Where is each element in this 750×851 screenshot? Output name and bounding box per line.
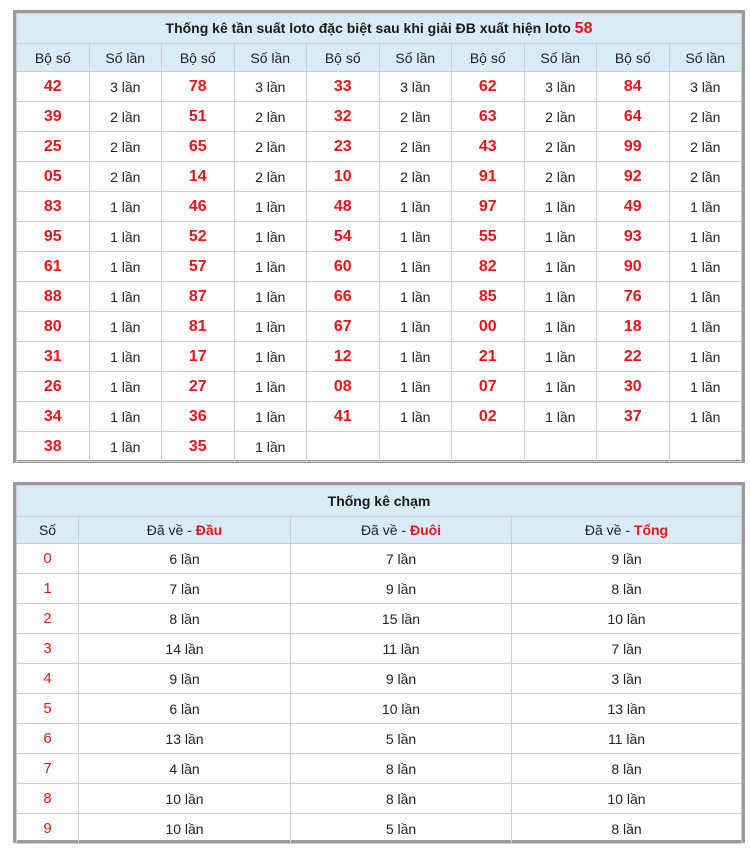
loto-count: 2 lần — [379, 132, 452, 162]
header-so-lan: Số lần — [234, 44, 307, 72]
cham-row — [17, 724, 742, 754]
loto-count: 2 lần — [524, 102, 597, 132]
header-so-lan: Số lần — [89, 44, 162, 72]
frequency-title-text: Thống kê tần suất loto đặc biệt sau khi giải ĐB xuất hiện loto — [165, 19, 571, 36]
loto-count: 1 lần — [234, 432, 307, 462]
loto-number: 99 — [597, 132, 670, 162]
loto-count: 2 lần — [234, 132, 307, 162]
loto-count: 3 lần — [379, 72, 452, 102]
loto-number: 08 — [307, 372, 380, 402]
cham-digit: 5 — [17, 694, 79, 724]
loto-number: 18 — [597, 312, 670, 342]
loto-count: 1 lần — [89, 402, 162, 432]
cham-header-tong-label: Tổng — [633, 522, 669, 538]
frequency-row — [17, 132, 742, 162]
cham-dau-count: 9 lần — [79, 664, 291, 694]
cham-header-so: Số — [17, 517, 79, 544]
loto-number: 43 — [452, 132, 525, 162]
loto-count: 1 lần — [669, 312, 742, 342]
loto-count: 1 lần — [234, 372, 307, 402]
loto-count: 1 lần — [524, 312, 597, 342]
loto-number: 02 — [452, 402, 525, 432]
header-bo-so: Bộ số — [17, 44, 90, 72]
loto-count: 1 lần — [234, 342, 307, 372]
cham-digit: 0 — [17, 544, 79, 574]
loto-number: 42 — [17, 72, 90, 102]
cham-tong-count: 10 lần — [512, 604, 742, 634]
loto-number: 81 — [162, 312, 235, 342]
cham-tong-count: 8 lần — [512, 814, 742, 844]
loto-number: 22 — [597, 342, 670, 372]
cham-dau-count: 10 lần — [79, 784, 291, 814]
loto-number: 52 — [162, 222, 235, 252]
loto-count — [669, 432, 742, 462]
loto-number: 35 — [162, 432, 235, 462]
loto-count — [379, 432, 452, 462]
loto-number: 67 — [307, 312, 380, 342]
loto-count: 1 lần — [524, 372, 597, 402]
cham-duoi-count: 5 lần — [291, 724, 512, 754]
cham-tong-count: 10 lần — [512, 784, 742, 814]
loto-count: 3 lần — [234, 72, 307, 102]
frequency-row — [17, 222, 742, 252]
cham-dau-count: 8 lần — [79, 604, 291, 634]
loto-number: 36 — [162, 402, 235, 432]
frequency-row — [17, 162, 742, 192]
cham-duoi-count: 15 lần — [291, 604, 512, 634]
loto-number: 10 — [307, 162, 380, 192]
loto-number: 90 — [597, 252, 670, 282]
cham-duoi-count: 8 lần — [291, 784, 512, 814]
loto-count — [524, 432, 597, 462]
loto-count: 1 lần — [669, 192, 742, 222]
loto-count: 1 lần — [234, 252, 307, 282]
loto-number: 91 — [452, 162, 525, 192]
loto-number: 38 — [17, 432, 90, 462]
loto-count: 1 lần — [89, 222, 162, 252]
cham-duoi-count: 9 lần — [291, 664, 512, 694]
frequency-header-row — [17, 44, 742, 72]
cham-header-dau-prefix: Đã về - — [146, 522, 196, 538]
cham-digit: 8 — [17, 784, 79, 814]
loto-number: 60 — [307, 252, 380, 282]
cham-tong-count: 13 lần — [512, 694, 742, 724]
cham-digit: 2 — [17, 604, 79, 634]
cham-row — [17, 544, 742, 574]
loto-number: 66 — [307, 282, 380, 312]
frequency-row — [17, 342, 742, 372]
loto-count: 2 lần — [89, 162, 162, 192]
loto-number: 62 — [452, 72, 525, 102]
cham-body — [17, 544, 742, 844]
loto-count: 1 lần — [234, 282, 307, 312]
loto-count: 3 lần — [524, 72, 597, 102]
loto-number: 82 — [452, 252, 525, 282]
loto-count: 1 lần — [669, 282, 742, 312]
cham-dau-count: 4 lần — [79, 754, 291, 784]
loto-number: 46 — [162, 192, 235, 222]
loto-count: 1 lần — [234, 402, 307, 432]
cham-dau-count: 6 lần — [79, 694, 291, 724]
loto-count: 2 lần — [89, 132, 162, 162]
cham-duoi-count: 10 lần — [291, 694, 512, 724]
loto-number: 33 — [307, 72, 380, 102]
frequency-row — [17, 282, 742, 312]
loto-number: 55 — [452, 222, 525, 252]
loto-count: 1 lần — [669, 222, 742, 252]
cham-tong-count: 3 lần — [512, 664, 742, 694]
cham-title: Thống kê chạm — [17, 486, 742, 517]
cham-header-duoi — [291, 517, 512, 544]
loto-count: 1 lần — [524, 402, 597, 432]
header-so-lan: Số lần — [379, 44, 452, 72]
cham-row — [17, 574, 742, 604]
loto-number: 27 — [162, 372, 235, 402]
loto-count: 1 lần — [524, 342, 597, 372]
loto-number: 31 — [17, 342, 90, 372]
loto-count: 2 lần — [234, 102, 307, 132]
loto-number: 21 — [452, 342, 525, 372]
frequency-row — [17, 432, 742, 462]
loto-number — [307, 432, 380, 462]
loto-count: 2 lần — [669, 162, 742, 192]
loto-number: 37 — [597, 402, 670, 432]
loto-count: 1 lần — [669, 252, 742, 282]
loto-number: 00 — [452, 312, 525, 342]
cham-digit: 1 — [17, 574, 79, 604]
loto-count: 1 lần — [234, 192, 307, 222]
cham-digit: 7 — [17, 754, 79, 784]
loto-number: 41 — [307, 402, 380, 432]
cham-header-dau-label: Đầu — [195, 522, 223, 538]
loto-count: 2 lần — [669, 132, 742, 162]
loto-number: 49 — [597, 192, 670, 222]
cham-dau-count: 13 lần — [79, 724, 291, 754]
cham-table — [16, 485, 742, 844]
loto-count: 2 lần — [379, 102, 452, 132]
cham-panel — [13, 482, 745, 843]
cham-header-duoi-prefix: Đã về - — [360, 522, 410, 538]
loto-number: 32 — [307, 102, 380, 132]
loto-number: 83 — [17, 192, 90, 222]
loto-number: 12 — [307, 342, 380, 372]
frequency-title-highlight: 58 — [574, 19, 593, 37]
cham-row — [17, 694, 742, 724]
loto-number: 63 — [452, 102, 525, 132]
loto-count: 2 lần — [89, 102, 162, 132]
loto-number: 23 — [307, 132, 380, 162]
loto-number: 05 — [17, 162, 90, 192]
loto-number: 07 — [452, 372, 525, 402]
loto-number: 92 — [597, 162, 670, 192]
header-so-lan: Số lần — [524, 44, 597, 72]
cham-dau-count: 14 lần — [79, 634, 291, 664]
cham-tong-count: 11 lần — [512, 724, 742, 754]
cham-digit: 3 — [17, 634, 79, 664]
loto-number: 85 — [452, 282, 525, 312]
cham-header-duoi-label: Đuôi — [409, 522, 442, 538]
loto-count: 1 lần — [89, 312, 162, 342]
loto-count: 1 lần — [379, 282, 452, 312]
cham-digit: 4 — [17, 664, 79, 694]
loto-number: 87 — [162, 282, 235, 312]
loto-number: 57 — [162, 252, 235, 282]
header-bo-so: Bộ số — [307, 44, 380, 72]
loto-count: 1 lần — [89, 432, 162, 462]
cham-header-tong-prefix: Đã về - — [584, 522, 634, 538]
cham-row — [17, 814, 742, 844]
loto-number: 88 — [17, 282, 90, 312]
loto-number — [452, 432, 525, 462]
frequency-row — [17, 72, 742, 102]
header-bo-so: Bộ số — [452, 44, 525, 72]
loto-count: 3 lần — [89, 72, 162, 102]
cham-duoi-count: 11 lần — [291, 634, 512, 664]
loto-number: 14 — [162, 162, 235, 192]
loto-number: 26 — [17, 372, 90, 402]
loto-count: 1 lần — [524, 252, 597, 282]
cham-row — [17, 664, 742, 694]
cham-duoi-count: 9 lần — [291, 574, 512, 604]
loto-number — [597, 432, 670, 462]
loto-count: 3 lần — [669, 72, 742, 102]
cham-digit: 9 — [17, 814, 79, 844]
frequency-row — [17, 372, 742, 402]
loto-count: 2 lần — [379, 162, 452, 192]
loto-count: 1 lần — [89, 282, 162, 312]
cham-tong-count: 8 lần — [512, 574, 742, 604]
loto-number: 80 — [17, 312, 90, 342]
header-bo-so: Bộ số — [162, 44, 235, 72]
frequency-table — [16, 13, 742, 462]
loto-number: 34 — [17, 402, 90, 432]
loto-number: 76 — [597, 282, 670, 312]
cham-dau-count: 7 lần — [79, 574, 291, 604]
cham-digit: 6 — [17, 724, 79, 754]
header-bo-so: Bộ số — [597, 44, 670, 72]
loto-number: 17 — [162, 342, 235, 372]
frequency-row — [17, 402, 742, 432]
cham-row — [17, 754, 742, 784]
cham-header-tong — [512, 517, 742, 544]
loto-count: 2 lần — [234, 162, 307, 192]
cham-tong-count: 9 lần — [512, 544, 742, 574]
frequency-row — [17, 102, 742, 132]
loto-number: 84 — [597, 72, 670, 102]
frequency-row — [17, 252, 742, 282]
loto-number: 97 — [452, 192, 525, 222]
loto-number: 39 — [17, 102, 90, 132]
frequency-body — [17, 72, 742, 462]
cham-row — [17, 784, 742, 814]
loto-number: 61 — [17, 252, 90, 282]
loto-count: 1 lần — [89, 252, 162, 282]
cham-row — [17, 634, 742, 664]
cham-dau-count: 10 lần — [79, 814, 291, 844]
loto-count: 1 lần — [379, 192, 452, 222]
loto-number: 95 — [17, 222, 90, 252]
loto-count: 1 lần — [524, 192, 597, 222]
frequency-row — [17, 192, 742, 222]
loto-count: 2 lần — [524, 132, 597, 162]
loto-count: 1 lần — [89, 372, 162, 402]
loto-number: 64 — [597, 102, 670, 132]
loto-number: 48 — [307, 192, 380, 222]
loto-count: 2 lần — [669, 102, 742, 132]
loto-count: 1 lần — [524, 282, 597, 312]
loto-count: 1 lần — [379, 402, 452, 432]
loto-number: 54 — [307, 222, 380, 252]
loto-count: 1 lần — [379, 372, 452, 402]
loto-count: 2 lần — [524, 162, 597, 192]
cham-header-dau — [79, 517, 291, 544]
cham-tong-count: 8 lần — [512, 754, 742, 784]
loto-count: 1 lần — [379, 252, 452, 282]
loto-count: 1 lần — [234, 312, 307, 342]
loto-count: 1 lần — [89, 192, 162, 222]
loto-number: 93 — [597, 222, 670, 252]
cham-row — [17, 604, 742, 634]
cham-duoi-count: 8 lần — [291, 754, 512, 784]
loto-count: 1 lần — [524, 222, 597, 252]
frequency-row — [17, 312, 742, 342]
cham-dau-count: 6 lần — [79, 544, 291, 574]
loto-number: 78 — [162, 72, 235, 102]
frequency-title — [17, 14, 742, 44]
loto-number: 25 — [17, 132, 90, 162]
loto-count: 1 lần — [234, 222, 307, 252]
cham-duoi-count: 7 lần — [291, 544, 512, 574]
frequency-panel — [13, 10, 745, 463]
loto-count: 1 lần — [379, 222, 452, 252]
loto-count: 1 lần — [89, 342, 162, 372]
loto-count: 1 lần — [669, 402, 742, 432]
cham-header-row — [17, 517, 742, 544]
loto-count: 1 lần — [669, 372, 742, 402]
loto-number: 65 — [162, 132, 235, 162]
loto-number: 30 — [597, 372, 670, 402]
loto-count: 1 lần — [379, 312, 452, 342]
loto-count: 1 lần — [669, 342, 742, 372]
cham-tong-count: 7 lần — [512, 634, 742, 664]
loto-count: 1 lần — [379, 342, 452, 372]
loto-number: 51 — [162, 102, 235, 132]
cham-duoi-count: 5 lần — [291, 814, 512, 844]
header-so-lan: Số lần — [669, 44, 742, 72]
